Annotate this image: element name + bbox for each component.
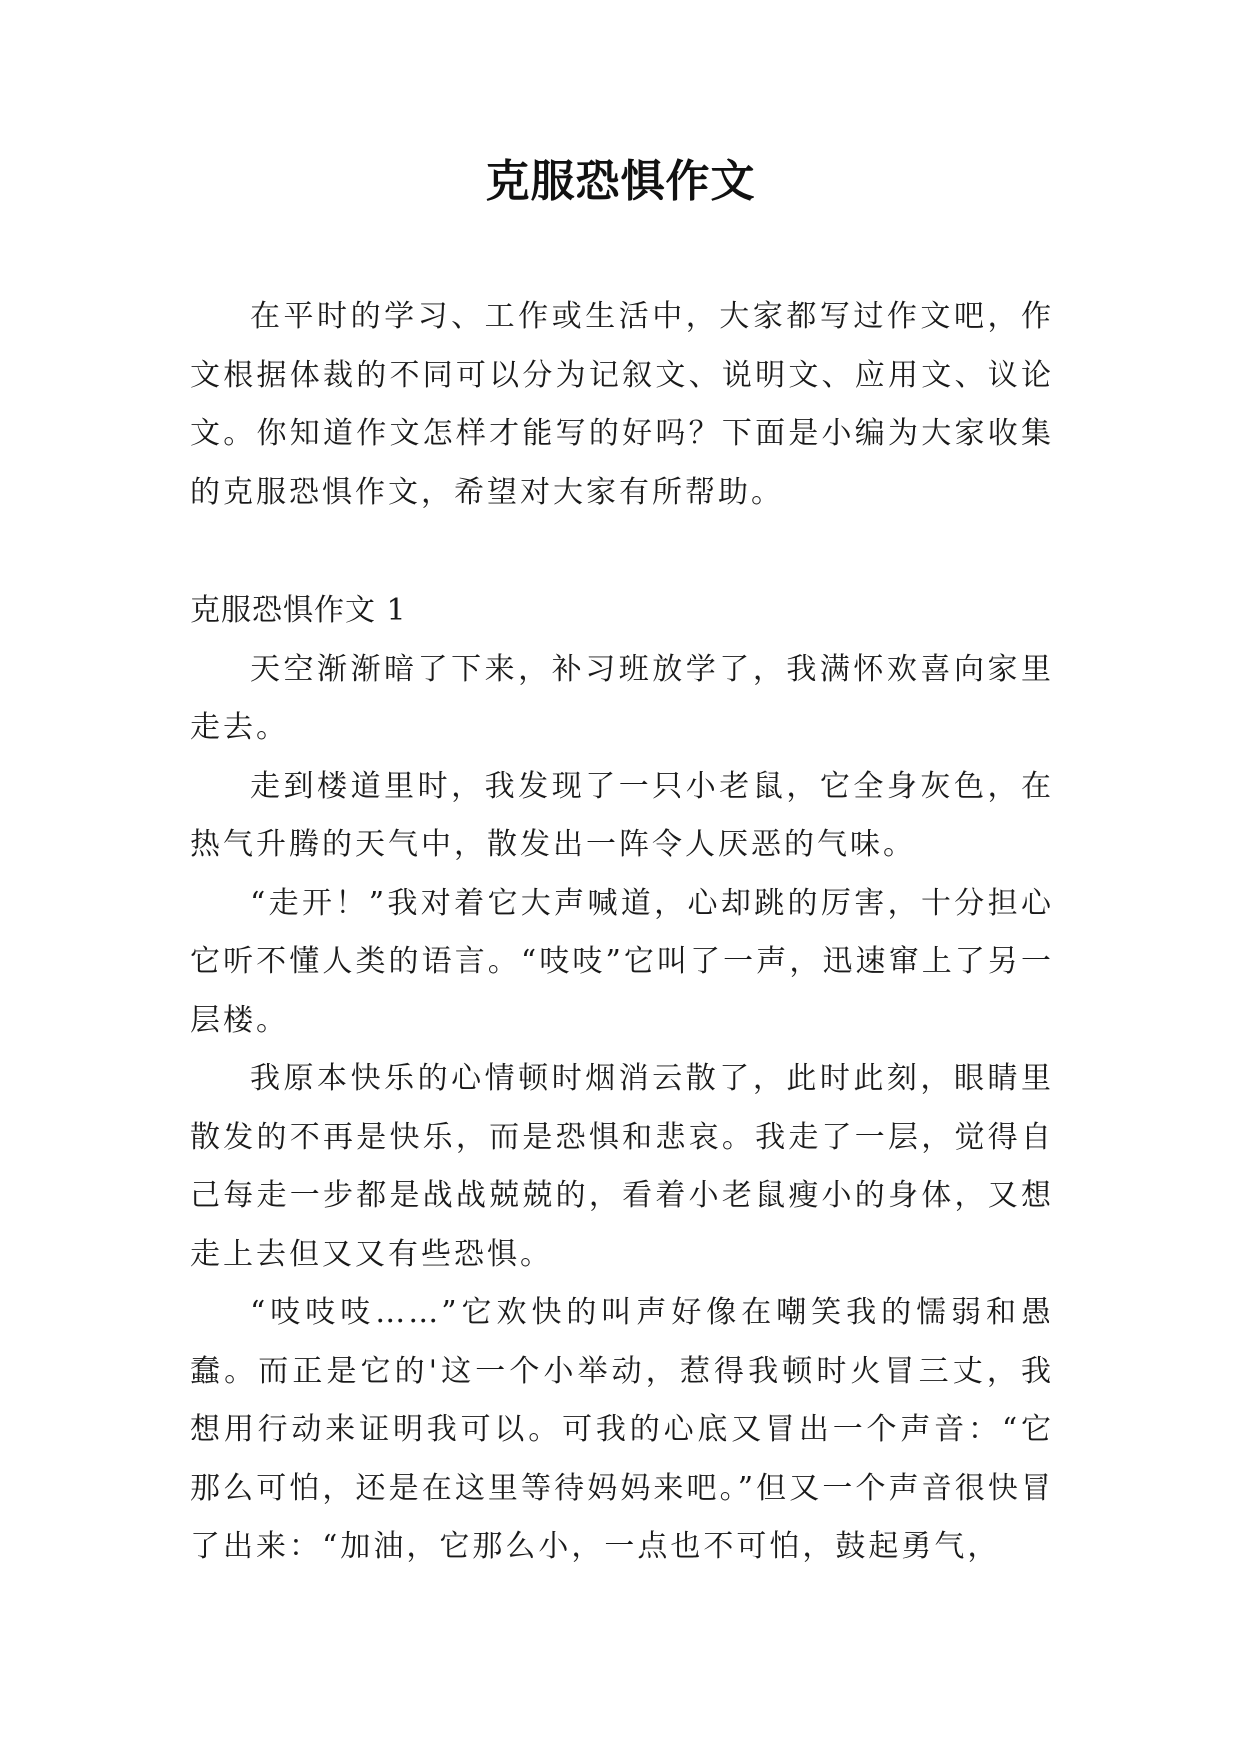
body-paragraph: 我原本快乐的心情顿时烟消云散了，此时此刻，眼睛里散发的不再是快乐，而是恐惧和悲哀。我走了一层，觉得自己每走一步都是战战兢兢的，看着小老鼠瘦小的身体，又想走上去但又又有些恐惧。 [190, 1061, 1054, 1272]
intro-paragraph: 在平时的学习、工作或生活中，大家都写过作文吧，作文根据体裁的不同可以分为记叙文、说明文、应用文、议论文。你知道作文怎样才能写的好吗？下面是小编为大家收集的克服恐惧作文，希望对大家有所帮助。 [190, 299, 1054, 510]
document-title: 克服恐惧作文 [485, 156, 756, 207]
body-paragraph: “吱吱吱……”它欢快的叫声好像在嘲笑我的懦弱和愚蠢。而正是它的'这一个小举动，惹得我顿时火冒三丈，我想用行动来证明我可以。可我的心底又冒出一个声音：“它那么可怕，还是在这里等待妈妈来吧。”但又一个声音很快冒了出来：“加油，它那么小，一点也不可怕，鼓起勇气， [190, 1295, 1054, 1564]
body-paragraph: 天空渐渐暗了下来，补习班放学了，我满怀欢喜向家里走去。 [190, 651, 1054, 745]
document-body [190, 288, 1054, 1577]
body-paragraph: 走到楼道里时，我发现了一只小老鼠，它全身灰色，在热气升腾的天气中，散发出一阵令人厌恶的气味。 [190, 768, 1054, 862]
section-heading: 克服恐惧作文 1 [190, 593, 407, 628]
body-paragraph: “走开！”我对着它大声喊道，心却跳的厉害，十分担心它听不懂人类的语言。“吱吱”它叫了一声，迅速窜上了另一层楼。 [190, 885, 1054, 1038]
